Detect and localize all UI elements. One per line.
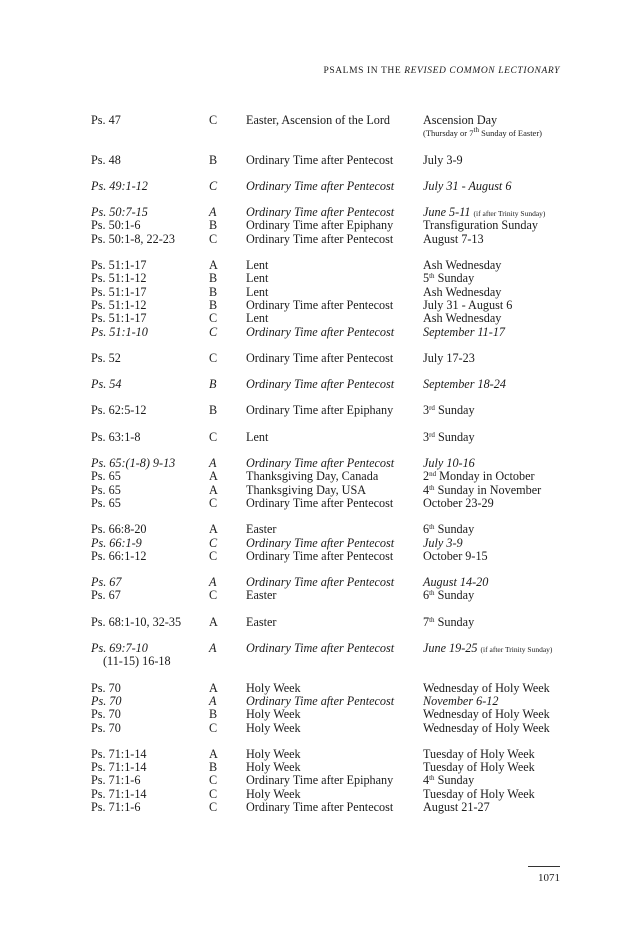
table-row [91, 180, 571, 193]
lectionary-year: A [209, 746, 218, 761]
liturgical-day [423, 774, 474, 787]
liturgical-season: Ordinary Time after Pentecost [246, 641, 395, 656]
psalm-reference [91, 154, 121, 167]
liturgical-season: Easter [246, 588, 277, 603]
lectionary-year: B [209, 403, 218, 418]
lectionary-year: B [209, 284, 218, 299]
lectionary-year: A [209, 575, 217, 590]
liturgical-day [423, 457, 475, 470]
table-row [91, 695, 571, 708]
day-text: 6th Sunday [423, 522, 475, 537]
table-row [91, 616, 571, 629]
table-row [91, 523, 571, 536]
psalm-ref-text: Ps. 71:1-14 [91, 746, 147, 761]
table-row [91, 312, 571, 325]
psalm-group [91, 378, 571, 391]
liturgical-season: Ordinary Time after Pentecost [246, 693, 395, 708]
psalm-reference [91, 457, 175, 470]
day-text: November 6-12 [423, 693, 499, 708]
lectionary-year: A [209, 680, 218, 695]
liturgical-season: Ordinary Time after Epiphany [246, 403, 394, 418]
psalm-reference [91, 616, 181, 629]
table-row [91, 233, 571, 246]
page-number: 1071 [538, 872, 560, 884]
psalm-reference [91, 286, 147, 299]
liturgical-season: Lent [246, 311, 269, 326]
lectionary-year: C [209, 113, 218, 127]
psalm-ref-text: Ps. 67 [91, 575, 122, 590]
psalm-ref-text: Ps. 50:1-6 [91, 218, 141, 233]
liturgical-season: Ordinary Time after Pentecost [246, 575, 395, 590]
footer-rule [528, 866, 560, 867]
liturgical-season: Holy Week [246, 707, 301, 722]
day-text: 3rd Sunday [423, 403, 475, 418]
day-text: Tuesday of Holy Week [423, 760, 535, 775]
liturgical-day [423, 299, 512, 312]
day-note: (if after Trinity Sunday) [473, 209, 546, 219]
lectionary-year: A [209, 205, 217, 220]
lectionary-year: B [209, 707, 218, 722]
liturgical-season: Holy Week [246, 720, 301, 735]
day-text: Transfiguration Sunday [423, 218, 538, 233]
day-text: Wednesday of Holy Week [423, 720, 550, 735]
psalm-ref-text: Ps. 50:7-15 [91, 205, 148, 220]
liturgical-season: Ordinary Time after Pentecost [246, 178, 395, 193]
liturgical-season: Ordinary Time after Pentecost [246, 205, 395, 220]
liturgical-season: Ordinary Time after Pentecost [246, 297, 394, 312]
liturgical-season: Ordinary Time after Pentecost [246, 324, 395, 339]
day-text: Tuesday of Holy Week [423, 746, 535, 761]
psalm-reference [91, 299, 147, 312]
psalm-reference [91, 695, 121, 708]
running-header [323, 66, 560, 76]
psalm-ref-text: Ps. 66:1-12 [91, 548, 147, 563]
lectionary-year: C [209, 324, 218, 339]
lectionary-year: A [209, 469, 218, 484]
psalm-group [91, 259, 571, 339]
liturgical-day [423, 642, 552, 656]
liturgical-day [423, 708, 550, 721]
psalm-reference [91, 272, 147, 285]
table-row [91, 761, 571, 774]
table-row [91, 722, 571, 735]
liturgical-day [423, 788, 535, 801]
day-text: July 31 - August 6 [423, 297, 513, 312]
liturgical-season: Ordinary Time after Epiphany [246, 773, 394, 788]
liturgical-season: Lent [246, 284, 269, 299]
liturgical-day [423, 352, 475, 365]
liturgical-season: Ordinary Time after Pentecost [246, 231, 394, 246]
liturgical-season: Ordinary Time after Pentecost [246, 456, 395, 471]
table-row [91, 154, 571, 167]
liturgical-day [423, 497, 494, 510]
table-row [91, 788, 571, 801]
liturgical-day [423, 576, 488, 589]
table-row [91, 642, 571, 669]
table-row [91, 299, 571, 312]
lectionary-year: C [209, 799, 218, 814]
psalm-reference [91, 748, 147, 761]
day-text: July 17-23 [423, 350, 475, 365]
table-row [91, 206, 571, 219]
psalm-reference [91, 312, 147, 325]
lectionary-year: B [209, 271, 218, 286]
day-text: 5th Sunday [423, 271, 475, 286]
liturgical-season: Ordinary Time after Pentecost [246, 495, 394, 510]
lectionary-year: C [209, 231, 218, 246]
day-text: Ascension Day [423, 113, 498, 127]
lectionary-year: C [209, 773, 218, 788]
liturgical-day [423, 286, 501, 299]
psalm-ref-text: Ps. 62:5-12 [91, 403, 147, 418]
day-text: July 3-9 [423, 152, 463, 167]
lectionary-year: C [209, 350, 218, 365]
liturgical-season: Lent [246, 271, 269, 286]
day-text: October 23-29 [423, 495, 494, 510]
psalm-ref-continuation: (11-15) 16-18 [103, 654, 171, 669]
liturgical-day [423, 431, 475, 444]
liturgical-day [423, 722, 550, 735]
liturgical-day [423, 523, 474, 536]
psalm-reference [91, 233, 175, 246]
lectionary-year: C [209, 311, 218, 326]
day-text: September 11-17 [423, 324, 506, 339]
liturgical-season: Thanksgiving Day, Canada [246, 469, 379, 484]
psalm-reference [91, 484, 121, 497]
lectionary-year: C [209, 535, 218, 550]
psalm-ref-text: Ps. 65 [91, 469, 121, 484]
lectionary-year: A [209, 614, 218, 629]
lectionary-year: B [209, 760, 218, 775]
day-text: Ash Wednesday [423, 258, 502, 273]
lectionary-year: A [209, 482, 218, 497]
psalm-reference [91, 470, 121, 483]
psalm-ref-text: Ps. 51:1-17 [91, 258, 147, 273]
table-row [91, 748, 571, 761]
table-row [91, 286, 571, 299]
table-row [91, 801, 571, 814]
table-row [91, 774, 571, 787]
psalm-group [91, 154, 571, 167]
liturgical-season: Holy Week [246, 680, 301, 695]
psalm-reference [91, 326, 148, 339]
psalm-ref-text: Ps. 70 [91, 680, 121, 695]
liturgical-day [423, 748, 535, 761]
table-row [91, 326, 571, 339]
table-row [91, 352, 571, 365]
psalm-ref-text: Ps. 54 [91, 377, 122, 392]
psalm-ref-text: Ps. 51:1-12 [91, 297, 147, 312]
lectionary-year: C [209, 786, 218, 801]
table-row [91, 219, 571, 232]
psalm-ref-text: Ps. 68:1-10, 32-35 [91, 614, 182, 629]
day-text: July 3-9 [423, 535, 463, 550]
lectionary-year: A [209, 693, 217, 708]
liturgical-season: Easter [246, 614, 277, 629]
psalm-ref-text: Ps. 47 [91, 113, 121, 127]
psalm-group [91, 206, 571, 246]
psalm-ref-text: Ps. 51:1-10 [91, 324, 148, 339]
day-text: 2nd Monday in October [423, 469, 535, 484]
lectionary-year: C [209, 495, 218, 510]
liturgical-day [423, 801, 490, 814]
day-text: 3rd Sunday [423, 429, 475, 444]
liturgical-day [423, 312, 501, 325]
psalm-group [91, 642, 571, 669]
psalm-reference [91, 774, 140, 787]
liturgical-season: Ordinary Time after Pentecost [246, 548, 394, 563]
psalm-reference [91, 431, 140, 444]
table-row [91, 576, 571, 589]
psalm-reference [91, 259, 147, 272]
psalm-ref-text: Ps. 52 [91, 350, 121, 365]
liturgical-season: Thanksgiving Day, USA [246, 482, 367, 497]
liturgical-day [423, 470, 535, 483]
psalm-reference [91, 180, 148, 193]
psalm-ref-text: Ps. 71:1-14 [91, 760, 147, 775]
table-row [91, 550, 571, 563]
lectionary-year: B [209, 297, 218, 312]
psalm-ref-text: Ps. 71:1-14 [91, 786, 147, 801]
psalm-ref-text: Ps. 70 [91, 693, 122, 708]
psalm-reference [91, 550, 147, 563]
day-text: September 18-24 [423, 377, 506, 392]
day-text: June 19-25 [423, 641, 478, 656]
table-row [91, 708, 571, 721]
day-text: July 31 - August 6 [423, 178, 512, 193]
liturgical-day [423, 180, 511, 193]
liturgical-season: Easter, Ascension of the Lord [246, 113, 391, 127]
day-text: Ash Wednesday [423, 311, 502, 326]
psalm-reference [91, 761, 147, 774]
day-text: August 7-13 [423, 231, 484, 246]
liturgical-day [423, 233, 484, 246]
liturgical-season: Ordinary Time after Pentecost [246, 350, 394, 365]
psalm-ref-text: Ps. 48 [91, 152, 121, 167]
day-text: August 21-27 [423, 799, 490, 814]
psalm-ref-text: Ps. 67 [91, 588, 121, 603]
psalm-reference [91, 378, 121, 391]
liturgical-day [423, 219, 538, 232]
day-text: July 10-16 [423, 456, 475, 471]
psalm-ref-text: Ps. 51:1-12 [91, 271, 147, 286]
table-row [91, 589, 571, 602]
psalm-ref-text: Ps. 65:(1-8) 9-13 [91, 456, 176, 471]
liturgical-day [423, 589, 474, 602]
lectionary-year: C [209, 720, 218, 735]
day-text: Ash Wednesday [423, 284, 502, 299]
liturgical-day [423, 484, 541, 497]
liturgical-day [423, 259, 501, 272]
lectionary-table [91, 114, 571, 827]
day-text: 4th Sunday [423, 773, 475, 788]
psalm-ref-text: Ps. 65 [91, 495, 121, 510]
psalm-ref-text: Ps. 63:1-8 [91, 429, 141, 444]
day-text: Tuesday of Holy Week [423, 786, 535, 801]
lectionary-year: A [209, 641, 217, 656]
liturgical-day [423, 154, 463, 167]
liturgical-season: Ordinary Time after Pentecost [246, 799, 394, 814]
table-row [91, 378, 571, 391]
psalm-ref-text: Ps. 50:1-8, 22-23 [91, 231, 175, 246]
psalm-reference [91, 576, 121, 589]
psalm-reference [91, 114, 121, 127]
lectionary-year: C [209, 429, 218, 444]
lectionary-year: B [209, 218, 218, 233]
header-italic-text: REVISED COMMON LECTIONARY [404, 66, 560, 76]
liturgical-day [423, 272, 474, 285]
psalm-reference [91, 497, 121, 510]
psalm-group [91, 114, 571, 141]
liturgical-season: Holy Week [246, 746, 301, 761]
liturgical-season: Lent [246, 258, 269, 273]
liturgical-day [423, 404, 475, 417]
psalm-ref-text: Ps. 71:1-6 [91, 799, 141, 814]
liturgical-day [423, 695, 498, 708]
lectionary-year: A [209, 258, 218, 273]
table-row [91, 497, 571, 510]
lectionary-year: C [209, 178, 218, 193]
table-row [91, 259, 571, 272]
psalm-group [91, 748, 571, 814]
psalm-reference [91, 788, 147, 801]
psalm-ref-text: Ps. 69:7-10 [91, 641, 148, 656]
day-text: 6th Sunday [423, 588, 475, 603]
liturgical-day [423, 550, 488, 563]
day-text: Wednesday of Holy Week [423, 707, 550, 722]
psalm-ref-text: Ps. 71:1-6 [91, 773, 141, 788]
day-note: (if after Trinity Sunday) [480, 645, 553, 655]
psalm-reference [91, 523, 147, 536]
psalm-reference [91, 642, 171, 669]
table-row [91, 431, 571, 444]
table-row [91, 484, 571, 497]
liturgical-season: Easter [246, 522, 277, 537]
liturgical-season: Ordinary Time after Pentecost [246, 377, 395, 392]
psalm-group [91, 431, 571, 444]
liturgical-season: Lent [246, 429, 269, 444]
table-row [91, 682, 571, 695]
psalm-reference [91, 219, 140, 232]
psalm-ref-text: Ps. 66:1-9 [91, 535, 142, 550]
psalm-group [91, 457, 571, 510]
table-row [91, 457, 571, 470]
psalm-ref-text: Ps. 49:1-12 [91, 178, 148, 193]
table-row [91, 470, 571, 483]
psalm-group [91, 404, 571, 417]
lectionary-year: B [209, 377, 217, 392]
psalm-reference [91, 589, 121, 602]
psalm-reference [91, 682, 121, 695]
liturgical-day [423, 378, 506, 391]
psalm-ref-text: Ps. 70 [91, 707, 121, 722]
psalm-reference [91, 537, 142, 550]
liturgical-season: Holy Week [246, 786, 301, 801]
psalm-ref-text: Ps. 51:1-17 [91, 311, 147, 326]
day-text: June 5-11 [423, 205, 471, 220]
psalm-group [91, 576, 571, 603]
day-text: Wednesday of Holy Week [423, 680, 550, 695]
liturgical-season: Ordinary Time after Pentecost [246, 152, 394, 167]
liturgical-season: Ordinary Time after Pentecost [246, 535, 395, 550]
psalm-group [91, 180, 571, 193]
psalm-ref-text: Ps. 66:8-20 [91, 522, 147, 537]
psalm-reference [91, 404, 147, 417]
psalm-ref-text: Ps. 70 [91, 720, 121, 735]
liturgical-season: Holy Week [246, 760, 301, 775]
psalm-group [91, 682, 571, 735]
lectionary-year: A [209, 456, 217, 471]
psalm-ref-text: Ps. 51:1-17 [91, 284, 147, 299]
psalm-reference [91, 722, 121, 735]
psalm-reference [91, 206, 148, 219]
psalm-reference [91, 708, 121, 721]
psalm-group [91, 523, 571, 563]
psalm-group [91, 352, 571, 365]
liturgical-day [423, 537, 463, 550]
table-row [91, 404, 571, 417]
liturgical-day [423, 682, 550, 695]
day-text: 7th Sunday [423, 614, 475, 629]
day-subnote: (Thursday or 7th Sunday of Easter) [423, 126, 542, 139]
liturgical-day [423, 114, 542, 141]
table-row [91, 114, 571, 141]
table-row [91, 272, 571, 285]
liturgical-day [423, 326, 505, 339]
lectionary-year: C [209, 548, 218, 563]
psalm-reference [91, 801, 140, 814]
lectionary-year: C [209, 588, 218, 603]
psalm-ref-text: Ps. 65 [91, 482, 121, 497]
header-text: PSALMS IN THE [323, 66, 405, 76]
day-text: October 9-15 [423, 548, 488, 563]
psalm-reference [91, 352, 121, 365]
liturgical-day [423, 616, 474, 629]
lectionary-year: A [209, 522, 218, 537]
psalm-group [91, 616, 571, 629]
liturgical-season: Ordinary Time after Epiphany [246, 218, 394, 233]
day-text: 4th Sunday in November [423, 482, 542, 497]
table-row [91, 537, 571, 550]
lectionary-year: B [209, 152, 218, 167]
liturgical-day [423, 761, 535, 774]
day-text: August 14-20 [423, 575, 489, 590]
